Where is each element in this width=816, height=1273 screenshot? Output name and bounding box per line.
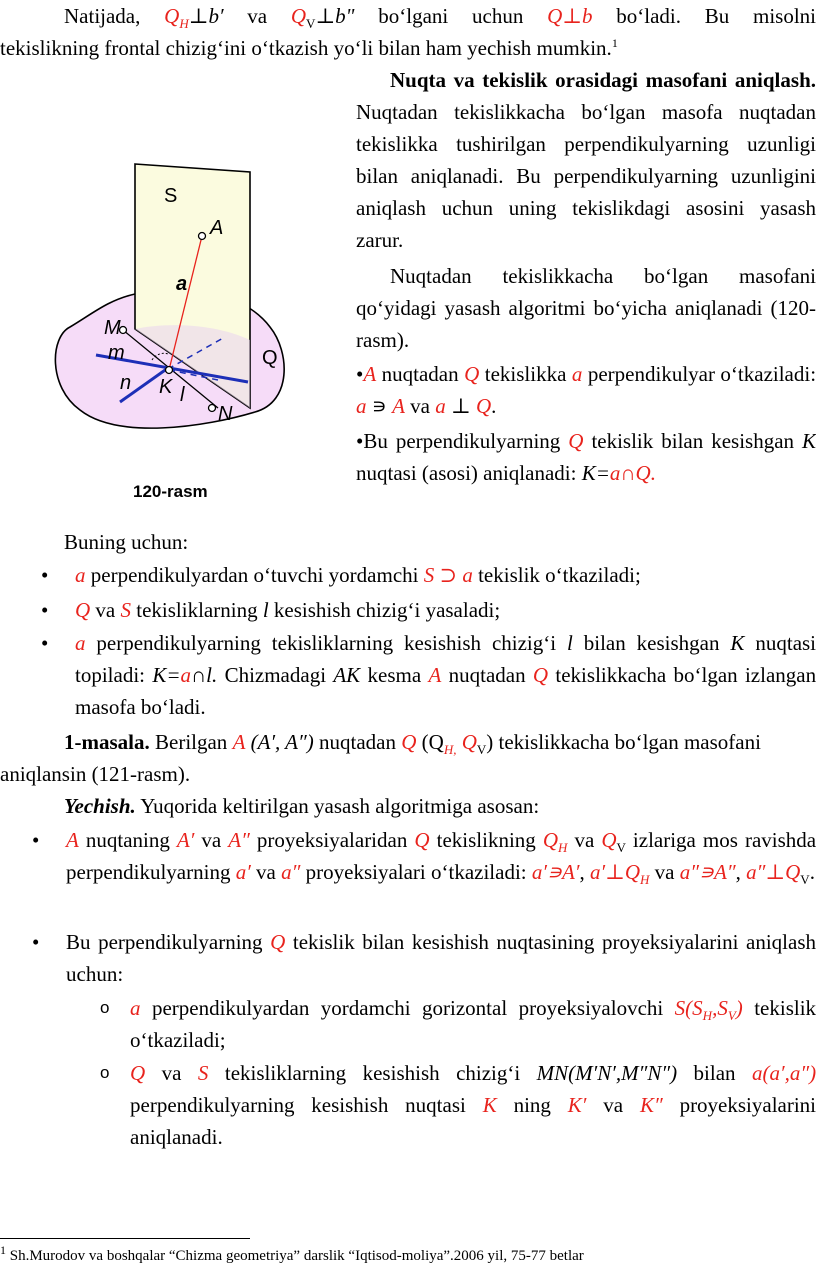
buning-uchun: Buning uchun: (64, 530, 189, 554)
solution-substep-2: Q va S tekisliklarning kesishish chizig‘i MN(M′N′,M″N″) bilan a(a′,a″) perpendikulyarning kesishish nuqtasi K ning K′ va K″ proyeksiyalarini aniqlanadi. (130, 1061, 816, 1149)
bullet-1: •A nuqtadan Q tekislikka a perpendikulyar o‘tkaziladi: a ∍ A va a ⊥ Q. (356, 362, 816, 418)
figure-caption: 120-rasm (133, 482, 208, 501)
label-a-line: a (176, 273, 188, 295)
step-3: a perpendikulyarning tekisliklarning kesishish chizig‘i l bilan kesishgan K nuqtasi topiladi: K=a∩l. Chizmadagi AK kesma A nuqtadan Q tekislikkacha bo‘lgan izlangan masofa bo‘ladi. (75, 631, 816, 719)
section-paragraph-1: Nuqtadan tekislikkacha bo‘lgan masofa nuqtadan tekislikka tushirilgan perpendikulyarning uzunligi bilan aniqlanadi. Bu perpendikulyarning uzunligini aniqlash uchun uning tekislikdagi asosini yasash zarur. (356, 100, 816, 252)
step-1: a perpendikulyardan o‘tuvchi yordamchi S ⊃ a tekislik o‘tkaziladi; (75, 563, 641, 587)
section-intro (356, 64, 816, 256)
footnote-divider (0, 1238, 250, 1239)
solution-step-2: Bu perpendikulyarning Q tekislik bilan kesishish nuqtasining proyeksiyalarini aniqlash uchun: (66, 930, 816, 986)
label-n-line: n (120, 372, 132, 394)
solution-step-1: A nuqtaning A′ va A″ proyeksiyalaridan Q tekislikning $Q_H$ va $Q_V$ izlariga mos ravishda perpendikulyarning a′ va a″ proyeksiyalari o‘tkaziladi: a′∍A′, $a'\perp Q_H$ va a″∍A″, $a''\perp Q_V$. (66, 828, 816, 888)
step-2: Q va S tekisliklarning l kesishish chizig‘i yasaladi; (75, 598, 501, 622)
label-l: l (180, 384, 185, 406)
point-a (199, 233, 206, 240)
bullet-2: •Bu perpendikulyarning Q tekislik bilan kesishgan K nuqtasi (asosi) aniqlanadi: K=a∩Q. (356, 429, 816, 485)
label-s: S (164, 185, 178, 207)
label-q: Q (262, 347, 278, 369)
point-k (166, 367, 173, 374)
footnote: $^1$ Sh.Murodov va boshqalar “Chizma geometriya” darslik “Iqtisod-moliya”.2006 yil, 75-77 betlar (0, 1243, 584, 1264)
figure-120 (40, 162, 340, 452)
label-k: K (159, 376, 173, 398)
label-a-point: A (210, 217, 224, 239)
label-n-point: N (218, 403, 233, 425)
point-n (209, 405, 216, 412)
label-m-line: m (108, 342, 125, 364)
intro-line-2: tekislikning frontal chizig‘ini o‘tkazish yo‘li bilan ham yechish mumkin.$^1$ (0, 36, 618, 60)
yechish: Yechish. Yuqorida keltirilgan yasash algoritmiga asosan: (64, 794, 540, 818)
label-m-point: M (104, 317, 121, 339)
solution-substep-1: a perpendikulyardan yordamchi gorizontal proyeksiyalovchi $S(S_H,S_V)$ tekislik o‘tkaziladi; (130, 996, 816, 1052)
intro-line-1: Natijada, $Q_H\perp b'$ va $Q_V\perp b$" bo‘lgani uchun Q⊥b bo‘ladi. Bu misolni (64, 4, 816, 32)
masala-1: 1-masala. Berilgan A (A′, A″) nuqtadan Q ($Q_{H,}$ $Q_V$) tekislikkacha bo‘lgan masofani aniqlansin (121-rasm). (0, 730, 761, 786)
section-title: Nuqta va tekislik orasidagi masofani aniqlash. (390, 68, 816, 92)
figure-120-drawing (40, 162, 340, 452)
section-paragraph-2: Nuqtadan tekislikkacha bo‘lgan masofani qo‘yidagi yasash algoritmi bo‘yicha aniqlanadi (120-rasm). (356, 264, 816, 352)
